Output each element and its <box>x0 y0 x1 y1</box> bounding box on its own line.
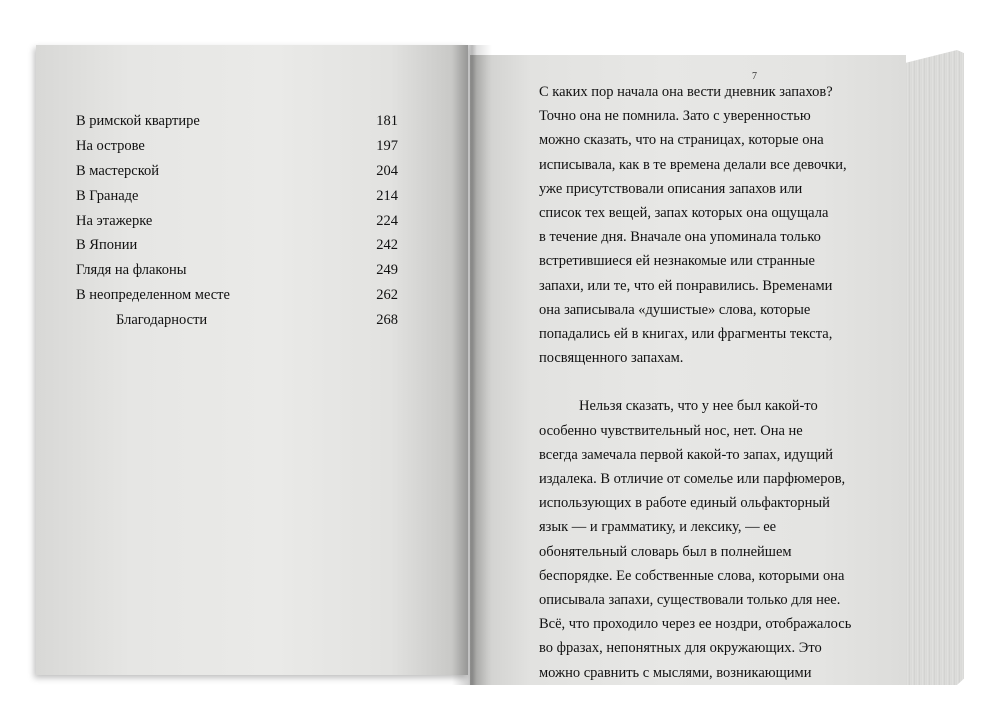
text-line: обонятельный словарь был в полнейшем <box>539 543 792 560</box>
body-text <box>539 80 859 685</box>
text-line: всегда замечала первой какой-то запах, идущий <box>539 446 834 463</box>
toc-title: В неопределенном месте <box>76 287 230 304</box>
toc-page: 214 <box>376 187 398 204</box>
text-line: Нельзя сказать, что у нее был какой-то <box>579 398 818 415</box>
page-number: 7 <box>752 71 757 82</box>
table-of-contents <box>76 109 398 333</box>
toc-entry <box>76 308 398 333</box>
text-line: можно сравнить с мыслями, возникающими <box>539 664 812 681</box>
toc-entry <box>76 283 398 308</box>
text-line: особенно чувствительный нос, нет. Она не <box>539 422 803 439</box>
text-line: в течение дня. Вначале она упоминала только <box>539 229 821 246</box>
text-line: посвященного запахам. <box>539 350 684 367</box>
text-line: язык — и грамматику, и лексику, — ее <box>539 519 777 536</box>
toc-page: 249 <box>376 262 398 279</box>
toc-page: 242 <box>376 237 398 254</box>
text-line: встретившиеся ей незнакомые или странные <box>539 253 815 270</box>
toc-title: Благодарности <box>116 312 208 329</box>
toc-page: 181 <box>376 113 398 129</box>
toc-page: 204 <box>376 162 398 179</box>
text-line: попадались ей в книгах, или фрагменты текста, <box>539 325 833 342</box>
text-line: С каких пор начала она вести дневник запахов? <box>539 84 833 100</box>
toc-entry <box>76 209 398 234</box>
text-line: она записывала «душистые» слова, которые <box>539 301 811 318</box>
text-line: можно сказать, что на страницах, которые она <box>539 132 824 149</box>
toc-page: 197 <box>376 137 398 154</box>
toc-page: 268 <box>376 312 398 329</box>
paragraph-gap <box>539 370 859 394</box>
text-line: список тех вещей, запах которых она ощущала <box>539 204 829 221</box>
toc-entry <box>76 233 398 258</box>
toc-entry <box>76 184 398 209</box>
text-line: беспорядке. Ее собственные слова, которыми она <box>539 567 845 584</box>
text-line: уже присутствовали описания запахов или <box>539 180 803 197</box>
toc-title: На острове <box>76 137 145 154</box>
toc-entry <box>76 258 398 283</box>
text-line: издалека. В отличие от сомелье или парфюмеров, <box>539 471 846 487</box>
text-line: во фразах, непонятных для окружающих. Это <box>539 640 822 657</box>
toc-entry <box>76 134 398 159</box>
toc-entry <box>76 159 398 184</box>
toc-title: На этажерке <box>76 212 153 229</box>
toc-entry <box>76 109 398 134</box>
toc-title: Глядя на флаконы <box>76 262 187 279</box>
toc-title: В Японии <box>76 237 138 254</box>
text-line: Точно она не помнила. Зато с уверенностью <box>539 108 811 125</box>
left-page <box>36 45 468 675</box>
text-line: использующих в работе единый ольфакторный <box>539 495 830 512</box>
toc-title: В Гранаде <box>76 187 139 204</box>
page-edges <box>906 50 964 685</box>
toc-page: 262 <box>376 287 398 304</box>
text-line: описывала запахи, существовали только для нее. <box>539 591 841 608</box>
toc-title: В мастерской <box>76 162 160 179</box>
text-line: исписывала, как в те времена делали все девочки, <box>539 156 847 173</box>
right-page <box>470 55 906 685</box>
toc-page: 224 <box>376 212 398 229</box>
text-line: Всё, что проходило через ее ноздри, отображалось <box>539 616 852 633</box>
toc-title: В римской квартире <box>76 113 200 129</box>
text-line: запахи, или те, что ей понравились. Временами <box>539 277 833 294</box>
